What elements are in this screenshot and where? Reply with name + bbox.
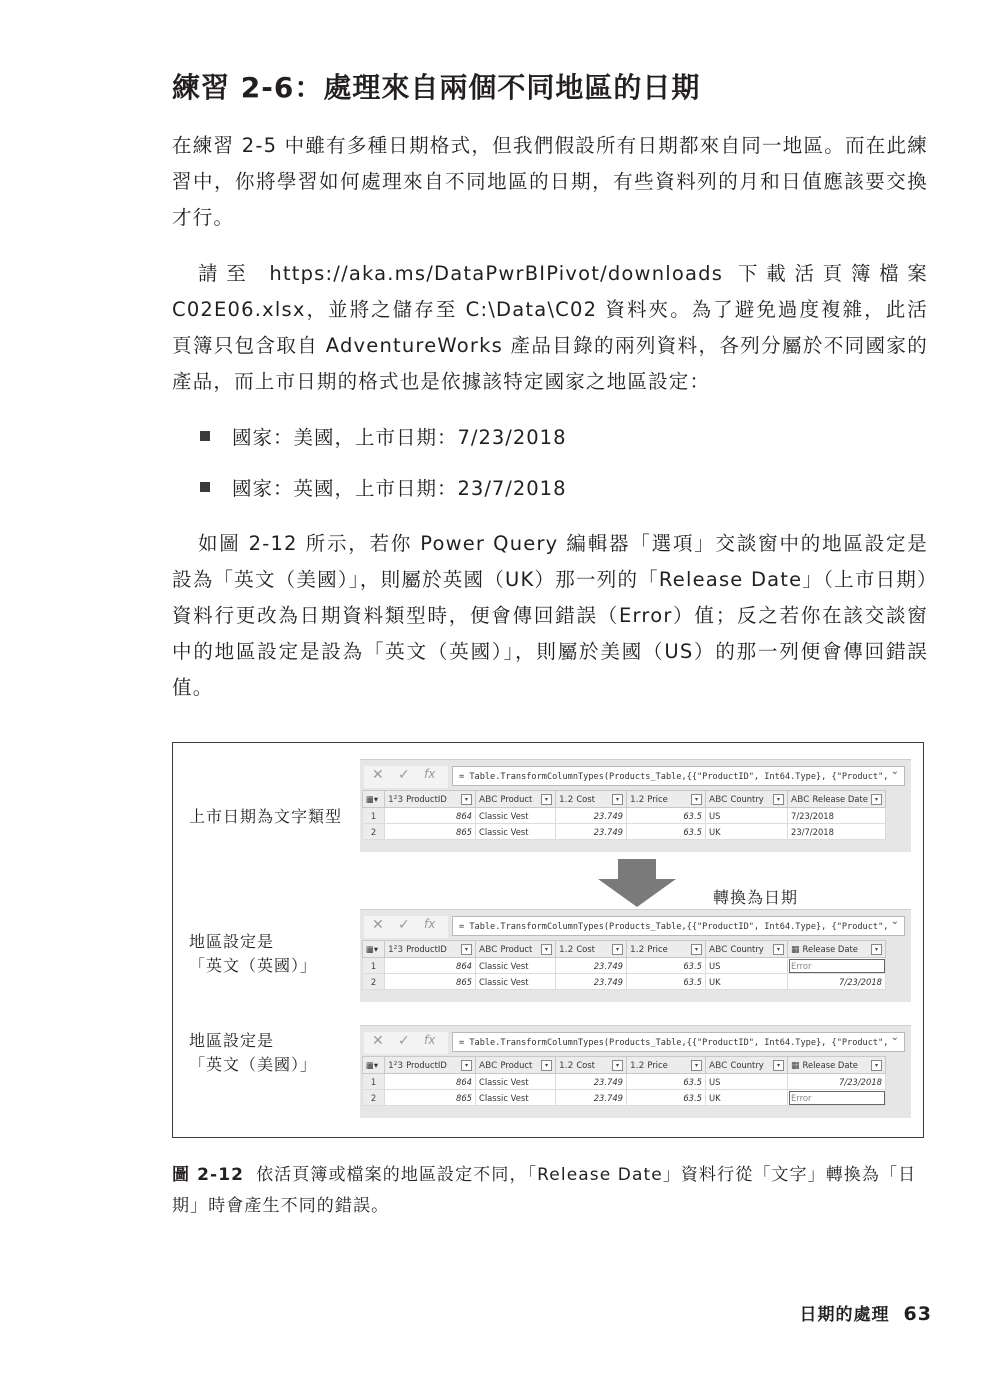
filter-dropdown-icon[interactable]: ▾ — [612, 944, 623, 955]
formula-bar — [364, 766, 905, 788]
power-query-panel-us-locale — [360, 1025, 911, 1118]
chevron-down-icon[interactable]: ⌄ — [890, 916, 899, 927]
column-header-cost[interactable]: 1.2 Cost ▾ — [556, 941, 627, 958]
filter-dropdown-icon[interactable]: ▾ — [773, 794, 784, 805]
cancel-icon[interactable]: ✕ — [372, 1033, 384, 1049]
page-footer — [790, 1300, 932, 1325]
filter-dropdown-icon[interactable]: ▾ — [691, 1060, 702, 1071]
column-header-release-date[interactable]: ABC Release Date ▾ — [788, 791, 886, 808]
fx-icon[interactable]: fx — [424, 1033, 436, 1047]
filter-dropdown-icon[interactable]: ▾ — [773, 1060, 784, 1071]
filter-dropdown-icon[interactable]: ▾ — [612, 1060, 623, 1071]
column-header-productid[interactable]: 1²3 ProductID ▾ — [385, 1057, 476, 1074]
chevron-down-icon[interactable]: ⌄ — [890, 1032, 899, 1043]
formula-input[interactable]: = Table.TransformColumnTypes(Products_Table,{{"ProductID", Int64.Type}, {"Product", — [452, 1032, 905, 1052]
error-cell[interactable]: Error — [788, 958, 886, 974]
down-arrow-icon — [598, 859, 676, 907]
filter-dropdown-icon[interactable]: ▾ — [541, 944, 552, 955]
fx-icon[interactable]: fx — [424, 767, 436, 781]
caption-label: 圖 2-12 — [172, 1165, 245, 1185]
label-convert-to-date: 轉換為日期 — [713, 888, 799, 907]
column-header-cost[interactable]: 1.2 Cost ▾ — [556, 1057, 627, 1074]
filter-dropdown-icon[interactable]: ▾ — [871, 944, 882, 955]
check-icon[interactable]: ✓ — [398, 917, 410, 933]
footer-title: 日期的處理 — [799, 1305, 890, 1325]
calendar-icon: ▦ — [791, 944, 800, 955]
filter-dropdown-icon[interactable]: ▾ — [871, 794, 882, 805]
table-row[interactable]: 2 865 Classic Vest 23.749 63.5 UK 7/23/2018 — [363, 974, 886, 990]
filter-dropdown-icon[interactable]: ▾ — [612, 794, 623, 805]
table-row[interactable]: 2 865 Classic Vest 23.749 63.5 UK Error — [363, 1090, 886, 1106]
table-row[interactable]: 1 864 Classic Vest 23.749 63.5 US Error — [363, 958, 886, 974]
column-header-price[interactable]: 1.2 Price ▾ — [627, 791, 706, 808]
formula-bar — [364, 1032, 905, 1054]
filter-dropdown-icon[interactable]: ▾ — [691, 794, 702, 805]
label-text-type: 上市日期為文字類型 — [189, 807, 343, 826]
column-header-country[interactable]: ABC Country ▾ — [706, 941, 788, 958]
filter-dropdown-icon[interactable]: ▾ — [541, 1060, 552, 1071]
data-grid — [362, 790, 886, 840]
data-grid — [362, 940, 886, 990]
cancel-icon[interactable]: ✕ — [372, 917, 384, 933]
paragraph-1: 在練習 2-5 中雖有多種日期格式，但我們假設所有日期都來自同一地區。而在此練習中，你將學習如何處理來自不同地區的日期，有些資料列的月和日值應該要交換才行。 — [172, 134, 928, 229]
label-locale-uk: 地區設定是 「英文（英國）」 — [189, 932, 318, 975]
chevron-down-icon[interactable]: ⌄ — [890, 766, 899, 777]
power-query-panel-uk-locale — [360, 909, 911, 1002]
table-row[interactable]: 1 864 Classic Vest 23.749 63.5 US 7/23/2018 — [363, 808, 886, 824]
calendar-icon: ▦ — [791, 1060, 800, 1071]
bullet-square-icon — [200, 431, 210, 441]
bullet-square-icon — [200, 482, 210, 492]
table-menu-icon[interactable]: ▦▾ — [363, 791, 385, 808]
label-locale-us: 地區設定是 「英文（美國）」 — [189, 1031, 318, 1074]
filter-dropdown-icon[interactable]: ▾ — [461, 794, 472, 805]
filter-dropdown-icon[interactable]: ▾ — [691, 944, 702, 955]
filter-dropdown-icon[interactable]: ▾ — [461, 944, 472, 955]
table-row[interactable]: 1 864 Classic Vest 23.749 63.5 US 7/23/2018 — [363, 1074, 886, 1090]
column-header-product[interactable]: ABC Product ▾ — [476, 1057, 556, 1074]
formula-input[interactable]: = Table.TransformColumnTypes(Products_Table,{{"ProductID", Int64.Type}, {"Product", — [452, 916, 905, 936]
column-header-cost[interactable]: 1.2 Cost ▾ — [556, 791, 627, 808]
table-row[interactable]: 2 865 Classic Vest 23.749 63.5 UK 23/7/2018 — [363, 824, 886, 840]
column-header-product[interactable]: ABC Product ▾ — [476, 941, 556, 958]
bullet-list — [200, 420, 900, 522]
figure-caption — [172, 1160, 928, 1222]
page-number: 63 — [903, 1303, 932, 1325]
paragraph-2: 請至 https://aka.ms/DataPwrBIPivot/downloads 下載活頁簿檔案 C02E06.xlsx，並將之儲存至 C:\Data\C02 資料夾。為了避免過度複雜，此活頁簿只包含取自 AdventureWorks 產品目錄的兩列資料，各列分屬於不同國家的產品，而上市日期的格式也是依據該特定國家之地區設定： — [172, 262, 928, 393]
page-heading: 練習 2-6：處理來自兩個不同地區的日期 — [172, 71, 701, 104]
column-header-product[interactable]: ABC Product ▾ — [476, 791, 556, 808]
column-header-productid[interactable]: 1²3 ProductID ▾ — [385, 941, 476, 958]
table-menu-icon[interactable]: ▦▾ — [363, 941, 385, 958]
column-header-country[interactable]: ABC Country ▾ — [706, 791, 788, 808]
column-header-productid[interactable]: 1²3 ProductID ▾ — [385, 791, 476, 808]
table-menu-icon[interactable]: ▦▾ — [363, 1057, 385, 1074]
filter-dropdown-icon[interactable]: ▾ — [461, 1060, 472, 1071]
formula-input[interactable]: = Table.TransformColumnTypes(Products_Table,{{"ProductID", Int64.Type}, {"Product", — [452, 766, 905, 786]
fx-icon[interactable]: fx — [424, 917, 436, 931]
column-header-country[interactable]: ABC Country ▾ — [706, 1057, 788, 1074]
bullet-item: 國家：美國，上市日期：7/23/2018 — [200, 420, 900, 471]
filter-dropdown-icon[interactable]: ▾ — [773, 944, 784, 955]
bullet-item: 國家：英國，上市日期：23/7/2018 — [200, 471, 900, 522]
column-header-release-date[interactable]: ▦ Release Date ▾ — [788, 941, 886, 958]
data-grid — [362, 1056, 886, 1106]
filter-dropdown-icon[interactable]: ▾ — [871, 1060, 882, 1071]
paragraph-3: 如圖 2-12 所示，若你 Power Query 編輯器「選項」交談窗中的地區設定是設為「英文（美國）」，則屬於英國（UK）那一列的「Release Date」（上市日期）資料行更改為日期資料類型時，便會傳回錯誤（Error）值；反之若你在該交談窗中的地區設定是設為「英文（英國）」，則屬於美國（US）的那一列便會傳回錯誤值。 — [172, 532, 928, 699]
power-query-panel-text — [360, 759, 911, 852]
error-cell[interactable]: Error — [788, 1090, 886, 1106]
check-icon[interactable]: ✓ — [398, 767, 410, 783]
column-header-price[interactable]: 1.2 Price ▾ — [627, 941, 706, 958]
check-icon[interactable]: ✓ — [398, 1033, 410, 1049]
figure-2-12 — [172, 742, 924, 1138]
formula-bar — [364, 916, 905, 938]
caption-text: 依活頁簿或檔案的地區設定不同，「Release Date」資料行從「文字」轉換為「日期」時會產生不同的錯誤。 — [172, 1165, 917, 1216]
column-header-price[interactable]: 1.2 Price ▾ — [627, 1057, 706, 1074]
column-header-release-date[interactable]: ▦ Release Date ▾ — [788, 1057, 886, 1074]
filter-dropdown-icon[interactable]: ▾ — [541, 794, 552, 805]
cancel-icon[interactable]: ✕ — [372, 767, 384, 783]
